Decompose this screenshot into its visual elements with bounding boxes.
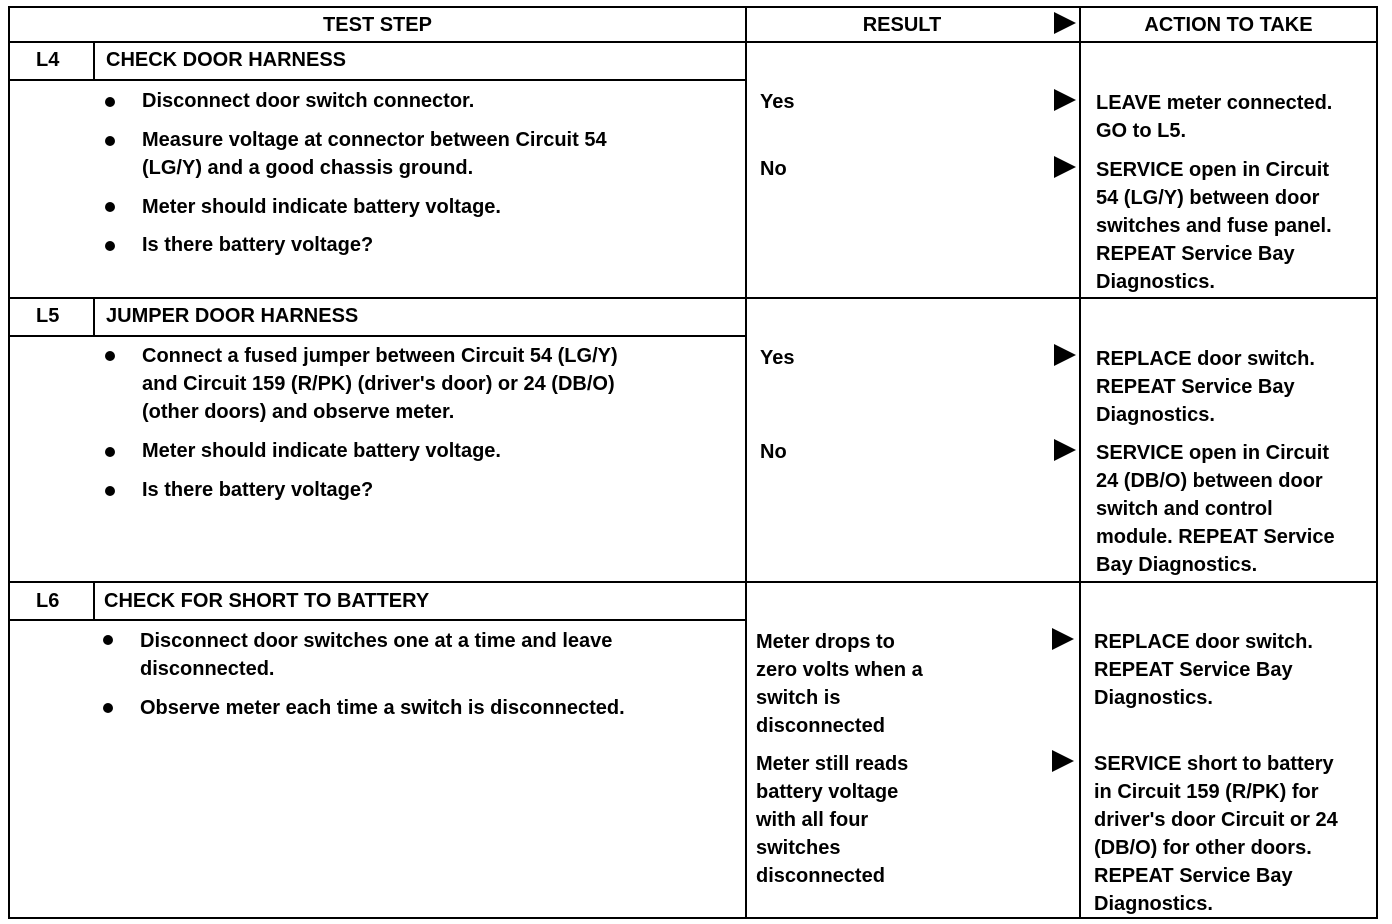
step-instruction: Measure voltage at connector between Circuit 54 (LG/Y) and a good chassis ground. bbox=[142, 129, 607, 179]
bullet-icon bbox=[105, 447, 115, 457]
result-arrow-icon bbox=[1054, 439, 1076, 461]
bullet-icon bbox=[105, 486, 115, 496]
bullet-icon bbox=[105, 202, 115, 212]
header-action: ACTION TO TAKE bbox=[1144, 14, 1313, 36]
step-instruction: Connect a fused jumper between Circuit 54 (LG/Y) and Circuit 159 (R/PK) (driver's door) or 24 (DB/O) (other doors) and observe meter. bbox=[142, 345, 618, 423]
header-result: RESULT bbox=[862, 14, 942, 36]
step-question: Is there battery voltage? bbox=[142, 234, 374, 256]
result-text: Meter drops to zero volts when a switch is disconnected bbox=[756, 631, 923, 737]
step-id: L4 bbox=[36, 49, 60, 71]
result-text: Yes bbox=[760, 91, 795, 113]
result-arrow-icon bbox=[1052, 628, 1074, 650]
action-text: REPLACE door switch. REPEAT Service Bay Diagnostics. bbox=[1096, 348, 1315, 426]
step-title-underline-l5 bbox=[8, 335, 747, 337]
step-question: Is there battery voltage? bbox=[142, 479, 374, 501]
result-arrow-icon bbox=[1052, 750, 1074, 772]
result-arrow-icon bbox=[1054, 156, 1076, 178]
result-text: No bbox=[760, 441, 787, 463]
step-title: JUMPER DOOR HARNESS bbox=[106, 305, 359, 327]
result-arrow-icon bbox=[1054, 344, 1076, 366]
step-title-underline-l4 bbox=[8, 79, 747, 81]
step-title-underline-l6 bbox=[8, 619, 747, 621]
bullet-icon bbox=[105, 136, 115, 146]
step-id: L6 bbox=[36, 590, 60, 612]
bullet-icon bbox=[105, 351, 115, 361]
step-instruction: Observe meter each time a switch is disconnected. bbox=[140, 697, 625, 719]
result-text: Meter still reads battery voltage with all four switches disconnected bbox=[756, 753, 909, 887]
step-instruction: Disconnect door switches one at a time and leave disconnected. bbox=[140, 630, 613, 680]
step-instruction: Disconnect door switch connector. bbox=[142, 90, 475, 112]
result-text: No bbox=[760, 158, 787, 180]
table-right-border bbox=[1376, 6, 1378, 919]
section-divider-l6 bbox=[8, 581, 1378, 583]
action-text: REPLACE door switch. REPEAT Service Bay Diagnostics. bbox=[1094, 631, 1313, 709]
step-id-divider-l6 bbox=[93, 581, 95, 621]
action-text: SERVICE short to battery in Circuit 159 (R/PK) for driver's door Circuit or 24 (DB/O) for other doors. REPEAT Service Bay Diagnostics. bbox=[1094, 753, 1338, 915]
action-text: LEAVE meter connected. GO to L5. bbox=[1096, 92, 1333, 142]
header-arrow-icon bbox=[1054, 12, 1076, 34]
result-column-divider bbox=[745, 6, 747, 919]
step-instruction: Meter should indicate battery voltage. bbox=[142, 196, 501, 218]
bullet-icon bbox=[105, 241, 115, 251]
action-column-divider bbox=[1079, 6, 1081, 919]
step-id-divider-l4 bbox=[93, 41, 95, 81]
bullet-icon bbox=[103, 703, 113, 713]
header-test-step: TEST STEP bbox=[323, 14, 432, 36]
step-title: CHECK FOR SHORT TO BATTERY bbox=[104, 590, 430, 612]
bullet-icon bbox=[103, 635, 113, 645]
result-text: Yes bbox=[760, 347, 795, 369]
step-instruction: Meter should indicate battery voltage. bbox=[142, 440, 501, 462]
result-arrow-icon bbox=[1054, 89, 1076, 111]
bullet-icon bbox=[105, 97, 115, 107]
action-text: SERVICE open in Circuit 24 (DB/O) between door switch and control module. REPEAT Service Bay Diagnostics. bbox=[1096, 442, 1335, 576]
step-title: CHECK DOOR HARNESS bbox=[106, 49, 347, 71]
step-id-divider-l5 bbox=[93, 297, 95, 337]
step-id: L5 bbox=[36, 305, 60, 327]
table-left-border bbox=[8, 6, 10, 919]
action-text: SERVICE open in Circuit 54 (LG/Y) between door switches and fuse panel. REPEAT Service Bay Diagnostics. bbox=[1096, 159, 1332, 293]
section-divider-l5 bbox=[8, 297, 1378, 299]
